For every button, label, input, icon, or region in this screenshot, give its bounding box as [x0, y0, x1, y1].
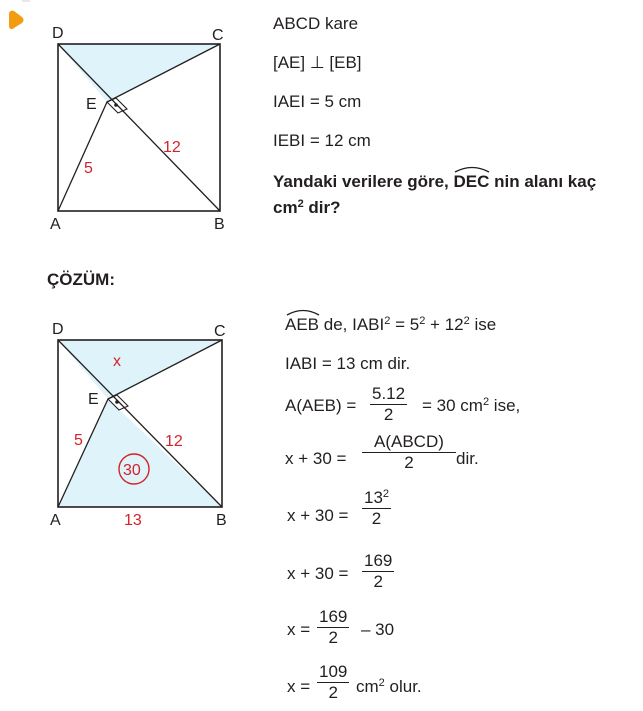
label-e-2: E — [88, 391, 99, 408]
arc-aeb: AEB — [285, 315, 319, 335]
label-c: C — [212, 27, 224, 44]
fraction-169-over-2: 169 2 — [364, 551, 393, 591]
label-d-2: D — [52, 321, 64, 338]
question-line-1: Yandaki verilere göre, DEC nin alanı kaç — [273, 172, 596, 192]
step-ab-length: IABI = 13 cm dir. — [285, 354, 411, 373]
step-x-lhs: x = — [287, 620, 311, 639]
step-area-aeb-lhs: A(AEB) = — [285, 396, 357, 415]
fraction-abcd-over-2: A(ABCD) 2 — [362, 432, 456, 473]
label-b-2: B — [216, 512, 227, 529]
step-area-aeb-rhs: = 30 $cm^2$ ise, — [422, 396, 521, 415]
right-angle-dot-2 — [115, 400, 119, 404]
right-angle-dot — [114, 103, 118, 107]
shaded-triangle-dec — [58, 44, 220, 102]
question-line-2: $cm^2$ dir? — [273, 198, 341, 217]
step-pythagoras: AEB de, $IABI^2 = 5^2 + 12^2$ ise — [285, 315, 496, 335]
label-b: B — [214, 216, 225, 233]
label-d: D — [52, 25, 64, 42]
step-half-square-end: dir. — [456, 449, 479, 468]
shaded-triangle-x — [58, 340, 222, 399]
arc-dec: DEC — [453, 172, 489, 192]
orange-marker-icon — [0, 0, 30, 36]
step-13sq-lhs: x + 30 = — [287, 506, 349, 525]
segment-ae — [58, 102, 107, 211]
given-eb: IEBI = 12 cm — [273, 131, 371, 150]
step-result-unit: $cm^2$ olur. — [356, 677, 422, 696]
given-square: ABCD kare — [273, 14, 359, 33]
step-half-square-lhs: x + 30 = — [285, 449, 347, 468]
label-e: E — [86, 96, 97, 113]
given-perpendicular: [AE] ⊥ [EB] — [273, 53, 362, 72]
given-ae: IAEI = 5 cm — [273, 92, 362, 111]
label-a-2: A — [50, 512, 61, 529]
step-x-rhs: – 30 — [361, 620, 395, 639]
label-eb-length-2: 12 — [165, 433, 183, 450]
figure-square-solution — [38, 318, 238, 533]
step-result-lhs: x = — [287, 677, 311, 696]
label-c-2: C — [214, 323, 226, 340]
solution-heading: ÇÖZÜM: — [47, 270, 115, 289]
fraction-13sq-over-2: $13^2$ 2 — [364, 488, 390, 528]
label-area-30: 30 — [123, 462, 141, 479]
figure-square-problem — [38, 22, 238, 237]
label-ab-length: 13 — [124, 512, 142, 529]
label-eb-length: 12 — [163, 139, 181, 156]
fraction-109-over-2: 109 2 — [319, 662, 348, 702]
label-a: A — [50, 216, 61, 233]
step-169-lhs: x + 30 = — [287, 564, 349, 583]
label-x: x — [113, 353, 121, 370]
fraction-169-over-2-b: 169 2 — [319, 607, 348, 647]
fraction-5x12-over-2: 5.12 2 — [372, 384, 406, 424]
label-ae-length-2: 5 — [74, 432, 83, 449]
label-ae-length: 5 — [84, 160, 93, 177]
